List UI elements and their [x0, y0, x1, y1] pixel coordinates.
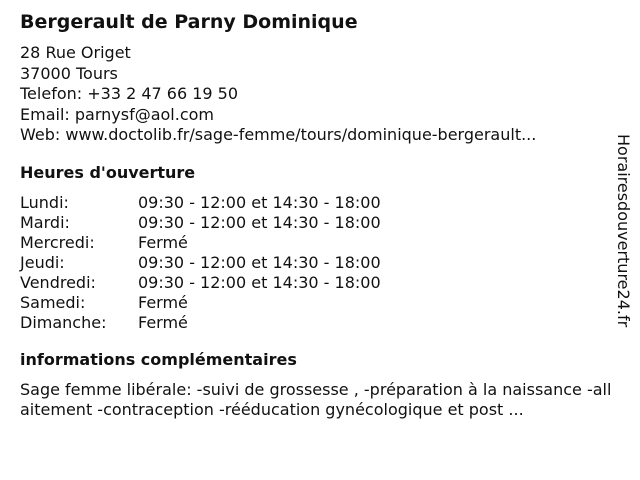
- day-hours: 09:30 - 12:00 et 14:30 - 18:00: [138, 212, 381, 232]
- day-hours: Fermé: [138, 292, 188, 312]
- phone-text[interactable]: Telefon: +33 2 47 66 19 50: [20, 84, 239, 103]
- site-watermark: Horairesdouverture24.fr: [614, 134, 633, 328]
- day-label: Jeudi:: [20, 252, 65, 272]
- address-street: 28 Rue Origet: [20, 43, 131, 62]
- day-hours: Fermé: [138, 312, 188, 332]
- day-label: Samedi:: [20, 292, 86, 312]
- day-label: Lundi:: [20, 192, 69, 212]
- info-description: Sage femme libérale: -suivi de grossesse , -préparation à la naissance -allaitement -contraception -rééducation gynécologique et post ...: [20, 379, 612, 419]
- hours-row-tuesday: [20, 213, 610, 233]
- hours-row-wednesday: [20, 233, 610, 253]
- hours-row-friday: [20, 273, 610, 293]
- hours-row-sunday: [20, 313, 610, 333]
- hours-row-saturday: [20, 293, 610, 313]
- day-label: Mardi:: [20, 212, 70, 232]
- hours-row-thursday: [20, 253, 610, 273]
- hours-table: [20, 193, 610, 333]
- email-text[interactable]: Email: parnysf@aol.com: [20, 104, 214, 124]
- website-text[interactable]: Web: www.doctolib.fr/sage-femme/tours/dominique-bergerault...: [20, 125, 537, 144]
- day-hours: 09:30 - 12:00 et 14:30 - 18:00: [138, 252, 381, 272]
- address-city: 37000 Tours: [20, 63, 118, 83]
- day-hours: Fermé: [138, 232, 188, 252]
- info-heading: informations complémentaires: [20, 349, 297, 369]
- practitioner-name: Bergerault de Parny Dominique: [20, 11, 358, 33]
- day-hours: 09:30 - 12:00 et 14:30 - 18:00: [138, 192, 381, 212]
- day-hours: 09:30 - 12:00 et 14:30 - 18:00: [138, 272, 381, 292]
- day-label: Vendredi:: [20, 272, 96, 292]
- hours-heading: Heures d'ouverture: [20, 162, 196, 182]
- business-card: [20, 10, 610, 421]
- hours-row-monday: [20, 193, 610, 213]
- day-label: Dimanche:: [20, 312, 107, 332]
- day-label: Mercredi:: [20, 232, 95, 252]
